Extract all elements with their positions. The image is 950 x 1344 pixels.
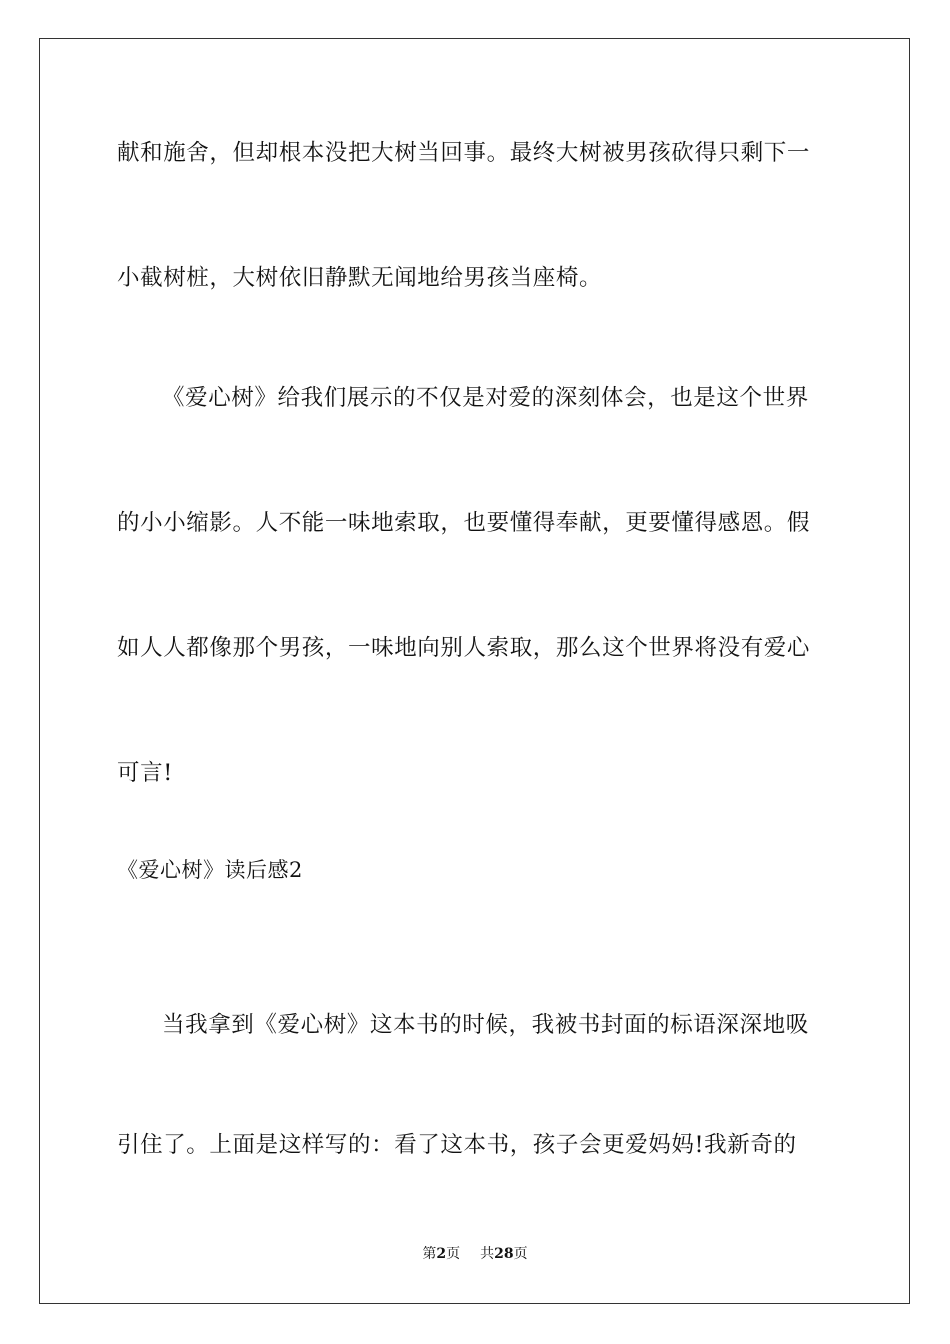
section-title: 《爱心树》读后感2 (117, 858, 303, 882)
text-line-7: 当我拿到《爱心树》这本书的时候，我被书封面的标语深深地吸 (162, 1012, 809, 1038)
footer-total-prefix: 共 (480, 1246, 495, 1262)
footer-total-pages: 28 (494, 1246, 514, 1262)
text-line-8: 引住了。上面是这样写的：看了这本书，孩子会更爱妈妈!我新奇的 (117, 1132, 797, 1158)
text-line-6: 可言! (117, 760, 173, 786)
footer-page-prefix: 第 (422, 1246, 437, 1262)
text-line-3: 《爱心树》给我们展示的不仅是对爱的深刻体会，也是这个世界 (162, 385, 809, 411)
page-footer (0, 1244, 950, 1264)
footer-total-suffix: 页 (513, 1246, 528, 1262)
footer-page-number: 2 (436, 1246, 447, 1262)
footer-page-suffix: 页 (446, 1246, 461, 1262)
text-line-2: 小截树桩，大树依旧静默无闻地给男孩当座椅。 (117, 265, 603, 291)
text-line-1: 献和施舍，但却根本没把大树当回事。最终大树被男孩砍得只剩下一 (117, 140, 811, 166)
text-line-5: 如人人都像那个男孩，一味地向别人索取，那么这个世界将没有爱心 (117, 635, 811, 661)
page-frame (39, 38, 910, 1304)
text-line-4: 的小小缩影。人不能一味地索取，也要懂得奉献，更要懂得感恩。假 (117, 510, 811, 536)
